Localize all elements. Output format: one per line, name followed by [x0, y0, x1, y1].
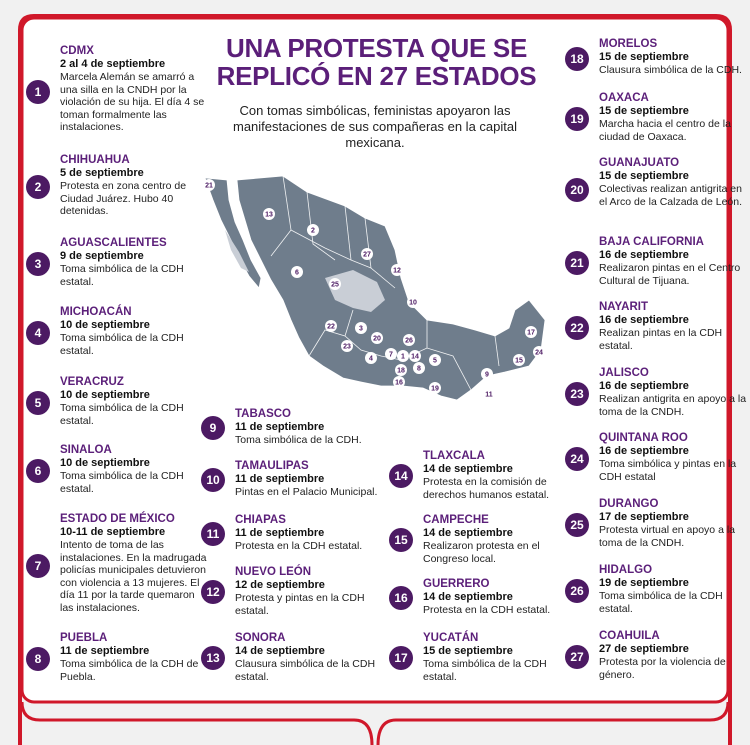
- event-date: 16 de septiembre: [599, 314, 689, 326]
- number-badge: 16: [389, 586, 413, 610]
- event-description: Realizan pintas en la CDH estatal.: [599, 327, 723, 352]
- state-name: VERACRUZ: [60, 376, 124, 388]
- number-badge: 12: [201, 580, 225, 604]
- svg-text:20: 20: [373, 335, 381, 343]
- event-date: 14 de septiembre: [423, 527, 513, 539]
- number-badge: 14: [389, 464, 413, 488]
- number-badge: 25: [565, 513, 589, 537]
- map-marker-4: [365, 352, 377, 364]
- entry-17: [389, 632, 559, 684]
- svg-text:23: 23: [343, 343, 351, 351]
- state-name: JALISCO: [599, 367, 649, 379]
- number-badge: 15: [389, 528, 413, 552]
- event-description: Realizaron pintas en el Centro Cultural de Tijuana.: [599, 262, 741, 287]
- number-badge: 26: [565, 579, 589, 603]
- number-badge: 9: [201, 416, 225, 440]
- map-marker-7: [385, 348, 397, 360]
- state-name: ESTADO DE MÉXICO: [60, 513, 175, 525]
- number-badge: 4: [26, 321, 50, 345]
- svg-text:16: 16: [395, 379, 403, 387]
- event-date: 14 de septiembre: [423, 591, 513, 603]
- svg-text:15: 15: [515, 357, 523, 365]
- svg-text:8: 8: [417, 365, 421, 373]
- event-date: 12 de septiembre: [235, 579, 325, 591]
- event-date: 11 de septiembre: [235, 421, 325, 433]
- number-badge: 13: [201, 646, 225, 670]
- entry-15: [389, 514, 559, 566]
- event-description: Toma simbólica de la CDH estatal.: [423, 658, 547, 683]
- entry-22: [565, 301, 735, 355]
- event-description: Pintas en el Palacio Municipal.: [235, 486, 378, 498]
- state-name: HIDALGO: [599, 564, 653, 576]
- map-marker-19: [429, 382, 441, 394]
- state-name: BAJA CALIFORNIA: [599, 236, 704, 248]
- state-name: TLAXCALA: [423, 450, 485, 462]
- event-date: 17 de septiembre: [599, 511, 689, 523]
- event-description: Toma simbólica de la CDH de Puebla.: [60, 658, 199, 683]
- number-badge: 20: [565, 178, 589, 202]
- number-badge: 8: [26, 647, 50, 671]
- svg-text:4: 4: [369, 355, 373, 363]
- entry-21: [565, 236, 741, 290]
- entry-7: [26, 513, 207, 619]
- event-date: 19 de septiembre: [599, 577, 689, 589]
- state-name: CDMX: [60, 45, 94, 57]
- svg-text:3: 3: [359, 325, 363, 333]
- entry-3: [26, 237, 196, 291]
- page-subtitle: Con tomas simbólicas, feministas apoyaron las manifestaciones de sus compañeras en la capital mexicana.: [233, 103, 517, 150]
- event-date: 16 de septiembre: [599, 249, 689, 261]
- event-date: 16 de septiembre: [599, 380, 689, 392]
- event-description: Protesta en zona centro de Ciudad Juárez. Hubo 40 detenidas.: [60, 180, 187, 217]
- event-description: Clausura simbólica de la CDH.: [599, 64, 742, 76]
- map-marker-18: [395, 364, 407, 376]
- event-date: 10 de septiembre: [60, 319, 150, 331]
- number-badge: 21: [565, 251, 589, 275]
- entry-11: [201, 514, 371, 554]
- svg-text:13: 13: [265, 211, 273, 219]
- state-name: TAMAULIPAS: [235, 460, 309, 472]
- entry-20: [565, 157, 743, 223]
- entry-5: [26, 376, 196, 430]
- event-description: Colectivas realizan antigrita en el Arco de la Calzada de León.: [599, 183, 743, 208]
- event-description: Toma simbólica de la CDH estatal.: [60, 402, 184, 427]
- map-marker-25: [329, 278, 341, 290]
- state-name: QUINTANA ROO: [599, 432, 688, 444]
- entry-23: [565, 367, 747, 421]
- svg-text:26: 26: [405, 337, 413, 345]
- svg-text:7: 7: [389, 351, 393, 359]
- svg-text:21: 21: [205, 182, 213, 190]
- entry-27: [565, 630, 735, 684]
- event-description: Protesta y pintas en la CDH estatal.: [235, 592, 365, 617]
- number-badge: 23: [565, 382, 589, 406]
- entry-6: [26, 444, 196, 498]
- event-date: 5 de septiembre: [60, 167, 144, 179]
- number-badge: 5: [26, 391, 50, 415]
- map-marker-3: [355, 322, 367, 334]
- event-date: 10 de septiembre: [60, 457, 150, 469]
- map-marker-13: [263, 208, 275, 220]
- svg-text:27: 27: [363, 251, 371, 259]
- state-name: MICHOACÁN: [60, 306, 132, 318]
- svg-text:19: 19: [431, 385, 439, 393]
- event-date: 2 al 4 de septiembre: [60, 58, 166, 70]
- event-description: Toma simbólica y pintas en la CDH estatal: [599, 458, 737, 483]
- entry-2: [26, 154, 196, 220]
- map-marker-27: [361, 248, 373, 260]
- event-description: Toma simbólica de la CDH estatal.: [60, 263, 184, 288]
- state-name: SINALOA: [60, 444, 112, 456]
- number-badge: 17: [389, 646, 413, 670]
- event-date: 16 de septiembre: [599, 445, 689, 457]
- event-description: Protesta en la comisión de derechos humanos estatal.: [423, 476, 550, 501]
- entry-13: [201, 632, 376, 684]
- state-name: DURANGO: [599, 498, 659, 510]
- svg-text:6: 6: [295, 269, 299, 277]
- state-name: CHIHUAHUA: [60, 154, 130, 166]
- event-description: Intento de toma de las instalaciones. En la madrugada policías municipales detuvieron con violencia a 13 mujeres. El día 11 por la tarde quemaron las instalaciones.: [60, 539, 207, 614]
- svg-text:9: 9: [485, 371, 489, 379]
- state-name: NUEVO LEÓN: [235, 566, 312, 578]
- number-badge: 18: [565, 47, 589, 71]
- event-description: Realizan antigrita en apoyo a la toma de la CNDH.: [599, 393, 747, 418]
- event-description: Protesta en la CDH estatal.: [235, 540, 363, 552]
- number-badge: 6: [26, 459, 50, 483]
- map-marker-24: [533, 346, 545, 358]
- number-badge: 27: [565, 645, 589, 669]
- map-marker-2: [307, 224, 319, 236]
- state-name: SONORA: [235, 632, 286, 644]
- number-badge: 1: [26, 80, 50, 104]
- entry-4: [26, 306, 196, 360]
- number-badge: 2: [26, 175, 50, 199]
- state-name: COAHUILA: [599, 630, 660, 642]
- event-description: Protesta por la violencia de género.: [599, 656, 726, 681]
- event-description: Protesta en la CDH estatal.: [423, 604, 551, 616]
- state-name: CAMPECHE: [423, 514, 489, 526]
- event-date: 14 de septiembre: [423, 463, 513, 475]
- state-name: PUEBLA: [60, 632, 108, 644]
- event-date: 11 de septiembre: [235, 473, 325, 485]
- map-marker-9: [481, 368, 493, 380]
- map-marker-6: [291, 266, 303, 278]
- event-description: Toma simbólica de la CDH.: [235, 434, 362, 446]
- state-name: YUCATÁN: [423, 632, 479, 644]
- event-date: 15 de septiembre: [423, 645, 513, 657]
- svg-text:10: 10: [409, 299, 417, 307]
- entry-24: [565, 432, 735, 486]
- state-name: GUERRERO: [423, 578, 490, 590]
- number-badge: 10: [201, 468, 225, 492]
- map-marker-10: [407, 296, 419, 308]
- map-marker-12: [391, 264, 403, 276]
- svg-text:11: 11: [485, 391, 493, 399]
- map-marker-17: [525, 326, 537, 338]
- event-description: Clausura simbólica de la CDH estatal.: [235, 658, 376, 683]
- state-name: CHIAPAS: [235, 514, 286, 526]
- event-description: Protesta virtual en apoyo a la toma de la CNDH.: [599, 524, 735, 549]
- svg-text:17: 17: [527, 329, 535, 337]
- event-date: 14 de septiembre: [235, 645, 325, 657]
- state-name: TABASCO: [235, 408, 292, 420]
- state-name: GUANAJUATO: [599, 157, 680, 169]
- entry-14: [389, 450, 559, 502]
- map-marker-11: [483, 388, 495, 400]
- state-name: NAYARIT: [599, 301, 648, 313]
- map-marker-26: [403, 334, 415, 346]
- number-badge: 24: [565, 447, 589, 471]
- mexico-map: [195, 160, 555, 410]
- event-date: 27 de septiembre: [599, 643, 689, 655]
- entry-1: [26, 45, 205, 139]
- map-marker-22: [325, 320, 337, 332]
- number-badge: 11: [201, 522, 225, 546]
- map-marker-16: [393, 376, 405, 388]
- svg-text:2: 2: [311, 227, 315, 235]
- number-badge: 19: [565, 107, 589, 131]
- event-date: 10-11 de septiembre: [60, 526, 166, 538]
- event-date: 11 de septiembre: [60, 645, 150, 657]
- event-date: 10 de septiembre: [60, 389, 150, 401]
- entry-12: [201, 566, 371, 618]
- entry-10: [201, 460, 378, 500]
- event-description: Marcha hacia el centro de la ciudad de Oaxaca.: [599, 118, 731, 143]
- number-badge: 7: [26, 554, 50, 578]
- svg-text:25: 25: [331, 281, 339, 289]
- event-date: 15 de septiembre: [599, 105, 689, 117]
- state-name: AGUASCALIENTES: [60, 237, 167, 249]
- svg-text:18: 18: [397, 367, 405, 375]
- svg-text:22: 22: [327, 323, 335, 331]
- event-description: Toma simbólica de la CDH estatal.: [60, 332, 184, 357]
- entry-9: [201, 408, 371, 448]
- svg-text:1: 1: [401, 353, 405, 361]
- page-title: UNA PROTESTA QUE SE REPLICÓ EN 27 ESTADOS: [216, 33, 537, 91]
- entry-16: [389, 578, 559, 618]
- event-description: Toma simbólica de la CDH estatal.: [599, 590, 723, 615]
- event-date: 15 de septiembre: [599, 170, 689, 182]
- event-date: 15 de septiembre: [599, 51, 689, 63]
- state-name: MORELOS: [599, 38, 658, 50]
- svg-text:14: 14: [411, 353, 419, 361]
- entry-19: [565, 92, 735, 146]
- map-marker-8: [413, 362, 425, 374]
- event-description: Realizaron protesta en el Congreso local.: [423, 540, 540, 565]
- svg-text:5: 5: [433, 357, 437, 365]
- entry-8: [26, 632, 199, 686]
- number-badge: 3: [26, 252, 50, 276]
- map-marker-1: [397, 350, 409, 362]
- map-marker-5: [429, 354, 441, 366]
- map-marker-23: [341, 340, 353, 352]
- map-marker-14: [409, 350, 421, 362]
- event-description: Marcela Alemán se amarró a una silla en la CNDH por la violación de su hija. El día 4 se toman formalmente las instalaciones.: [60, 71, 205, 133]
- map-marker-20: [371, 332, 383, 344]
- event-description: Toma simbólica de la CDH estatal.: [60, 470, 184, 495]
- number-badge: 22: [565, 316, 589, 340]
- event-date: 9 de septiembre: [60, 250, 144, 262]
- map-marker-15: [513, 354, 525, 366]
- entry-26: [565, 564, 735, 618]
- event-date: 11 de septiembre: [235, 527, 325, 539]
- state-name: OAXACA: [599, 92, 649, 104]
- entry-18: [565, 38, 742, 80]
- svg-text:24: 24: [535, 349, 543, 357]
- entry-25: [565, 498, 735, 552]
- svg-text:12: 12: [393, 267, 401, 275]
